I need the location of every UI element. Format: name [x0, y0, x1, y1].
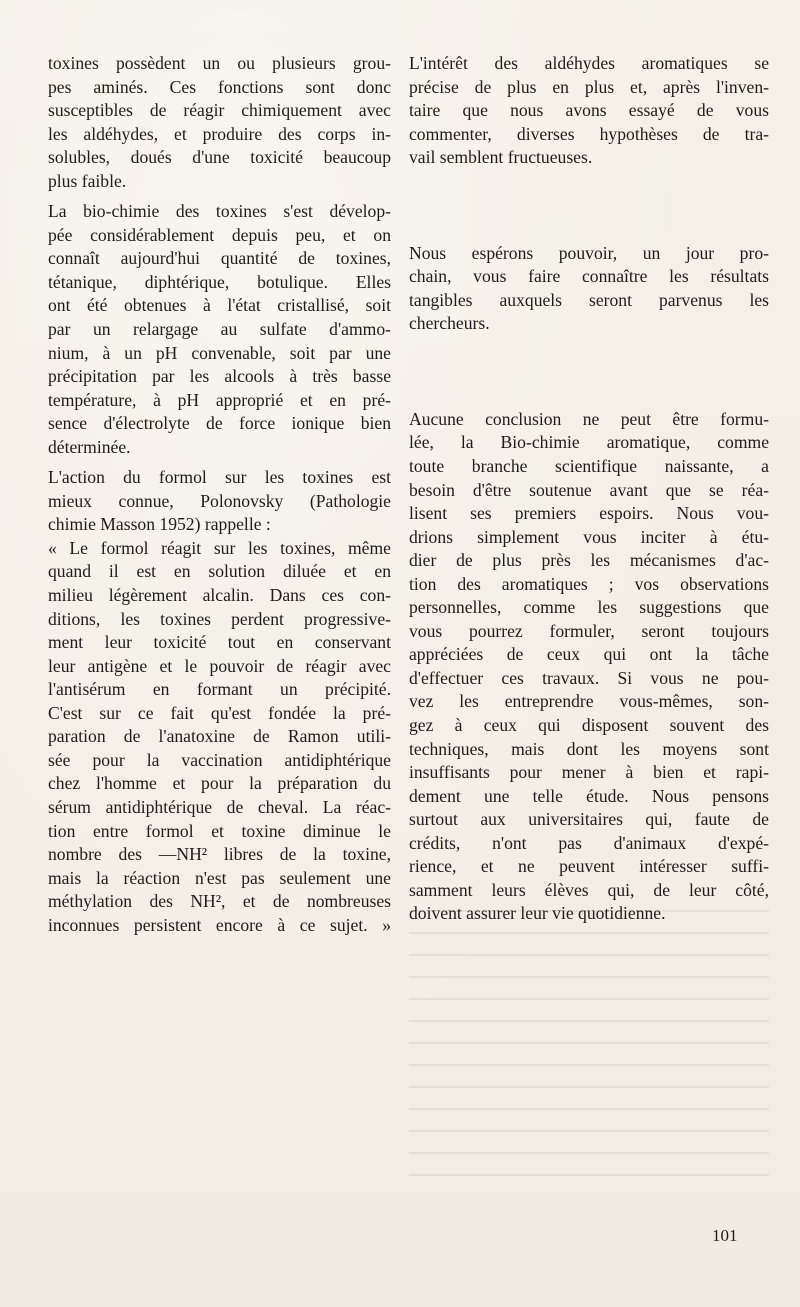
text-line: doivent assurer leur vie quotidienne. — [409, 903, 666, 924]
text-line: les aldéhydes, et produire des corps in- — [48, 123, 391, 144]
text-line: plus faible. — [48, 170, 127, 191]
text-line: vous pourrez formuler, seront toujours — [409, 620, 769, 641]
text-line: La bio-chimie des toxines s'est dévelop- — [48, 201, 391, 222]
text-line: d'effectuer ces travaux. Si vous ne pou- — [409, 667, 769, 688]
text-line: mais la réaction n'est pas seulement une — [48, 867, 391, 888]
text-line: quand il est en solution diluée et en — [48, 561, 391, 582]
text-line: techniques, mais dont les moyens sont — [409, 738, 769, 759]
text-line: inconnues persistent encore à ce sujet. » — [48, 914, 391, 935]
text-line: insuffisants pour mener à bien et rapi- — [409, 762, 769, 783]
text-line: ont été obtenues à l'état cristallisé, soit — [48, 295, 391, 316]
text-line: L'intérêt des aldéhydes aromatiques se — [409, 53, 769, 73]
show-through-texture — [409, 910, 769, 1180]
text-line: gez à ceux qui disposent souvent des — [409, 715, 769, 736]
text-line: drions simplement vous inciter à étu- — [409, 526, 769, 547]
text-line: par un relargage au sulfate d'ammo- — [48, 319, 391, 340]
paragraph-aromatic-aldehydes — [409, 52, 769, 170]
text-line: milieu légèrement alcalin. Dans ces con- — [48, 585, 391, 606]
text-line: sérum antidiphtérique de cheval. La réac- — [48, 796, 391, 817]
text-line: L'action du formol sur les toxines est — [48, 467, 391, 488]
text-line: toxines possèdent un ou plusieurs grou- — [48, 53, 391, 73]
text-line: appréciées de ceux qui ont la tâche — [409, 644, 769, 665]
paragraph-formol-action — [48, 466, 391, 937]
text-line: méthylation des NH², et de nombreuses — [48, 891, 391, 912]
text-line: tion des aromatiques ; vos observations — [409, 573, 769, 594]
paragraph-hope-results — [409, 242, 769, 336]
text-line: solubles, doués d'une toxicité beaucoup — [48, 147, 391, 168]
text-line: besoin d'être soutenue avant que se réa- — [409, 479, 769, 500]
text-line: ment leur toxicité tout en conservant — [48, 632, 391, 653]
text-line: commenter, diverses hypothèses de tra- — [409, 123, 769, 144]
left-text-column — [48, 52, 391, 937]
text-line: lée, la Bio-chimie aromatique, comme — [409, 432, 769, 453]
paragraph-biochemistry-toxins — [48, 200, 391, 459]
text-line: chez l'homme et pour la préparation du — [48, 773, 391, 794]
text-line: dier de plus près les mécanismes d'ac- — [409, 550, 769, 571]
text-line: Nous espérons pouvoir, un jour pro- — [409, 242, 769, 263]
text-line: chercheurs. — [409, 313, 490, 334]
page-number: 101 — [712, 1226, 738, 1245]
text-line: connaît aujourd'hui quantité de toxines, — [48, 248, 391, 269]
text-line: taire que nous avons essayé de vous — [409, 100, 769, 121]
text-line: sée pour la vaccination antidiphtérique — [48, 749, 391, 770]
text-line: personnelles, comme les suggestions que — [409, 597, 769, 618]
text-line: pée considérablement depuis peu, et on — [48, 224, 391, 245]
text-line: pes aminés. Ces fonctions sont donc — [48, 76, 391, 97]
text-line: paration de l'anatoxine de Ramon utili- — [48, 726, 391, 747]
text-line: dement une telle étude. Nous pensons — [409, 785, 769, 806]
text-line: vez les entreprendre vous-mêmes, son- — [409, 691, 769, 712]
text-line: température, à pH approprié et en pré- — [48, 389, 391, 410]
text-line: surtout aux universitaires qui, faute de — [409, 809, 769, 830]
text-line: déterminée. — [48, 436, 131, 457]
text-line: susceptibles de réagir chimiquement avec — [48, 100, 391, 121]
paragraph-conclusion — [409, 408, 769, 926]
text-line: samment leurs élèves qui, de leur côté, — [409, 879, 769, 900]
text-line: ditions, les toxines perdent progressive- — [48, 608, 391, 629]
text-line: sence d'électrolyte de force ionique bien — [48, 413, 391, 434]
text-line: chain, vous faire connaître les résultats — [409, 266, 769, 287]
text-line: Aucune conclusion ne peut être formu- — [409, 408, 769, 429]
text-line: tangibles auxquels seront parvenus les — [409, 289, 769, 310]
text-line: « Le formol réagit sur les toxines, même — [48, 537, 391, 558]
text-line: toute branche scientifique naissante, a — [409, 456, 769, 477]
paragraph-toxins-amines — [48, 52, 391, 193]
right-text-column — [409, 52, 769, 949]
text-line: l'antisérum en formant un précipité. — [48, 679, 391, 700]
text-line: vail semblent fructueuses. — [409, 147, 593, 168]
text-line: rience, et ne peuvent intéresser suffi- — [409, 856, 769, 877]
text-line: nombre des —NH² libres de la toxine, — [48, 844, 391, 865]
text-line: chimie Masson 1952) rappelle : — [48, 514, 271, 535]
text-line: précise de plus en plus et, après l'inven- — [409, 76, 769, 97]
text-line: tion entre formol et toxine diminue le — [48, 820, 391, 841]
text-line: nium, à un pH convenable, soit par une — [48, 342, 391, 363]
text-line: tétanique, diphtérique, botulique. Elles — [48, 271, 391, 292]
text-line: précipitation par les alcools à très basse — [48, 366, 391, 387]
text-line: leur antigène et le pouvoir de réagir avec — [48, 655, 391, 676]
text-line: mieux connue, Polonovsky (Pathologie — [48, 490, 391, 511]
text-line: C'est sur ce fait qu'est fondée la pré- — [48, 702, 391, 723]
text-line: lisent ses premiers espoirs. Nous vou- — [409, 503, 769, 524]
text-line: crédits, n'ont pas d'animaux d'expé- — [409, 832, 769, 853]
